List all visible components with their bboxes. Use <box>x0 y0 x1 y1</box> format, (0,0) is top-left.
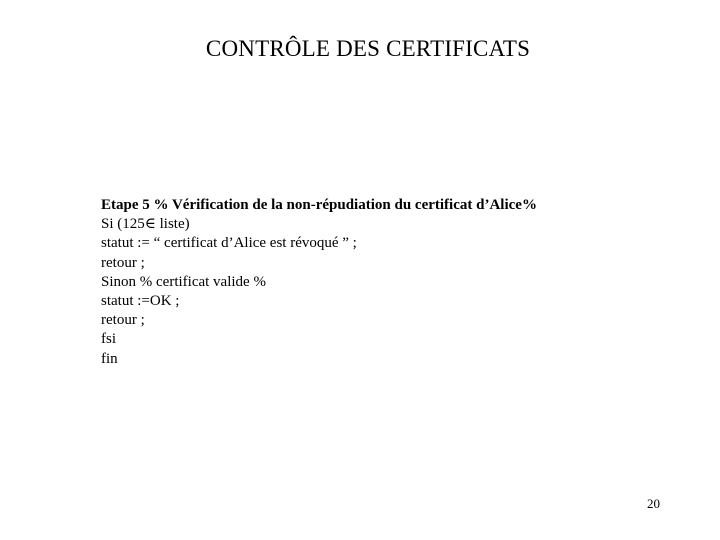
algorithm-heading: Etape 5 % Vérification de la non-répudiation du certificat d’Alice% <box>101 197 537 213</box>
algorithm-line-else: Sinon % certificat valide % <box>101 273 266 290</box>
algorithm-line-ok-status: statut :=OK ; <box>101 293 180 310</box>
algorithm-line-revoked-status: statut := “ certificat d’Alice est révoqué ” ; <box>101 235 357 252</box>
algorithm-block <box>101 196 661 369</box>
algorithm-line-return: retour ; <box>101 312 145 329</box>
algorithm-line-end: fin <box>101 350 118 367</box>
algorithm-line-end-if: fsi <box>101 331 116 348</box>
algorithm-line-condition: Si (125∈ liste) <box>101 216 190 233</box>
page-number: 20 <box>647 496 660 511</box>
slide-title: CONTRÔLE DES CERTIFICATS <box>205 36 531 61</box>
algorithm-line-return: retour ; <box>101 254 145 271</box>
